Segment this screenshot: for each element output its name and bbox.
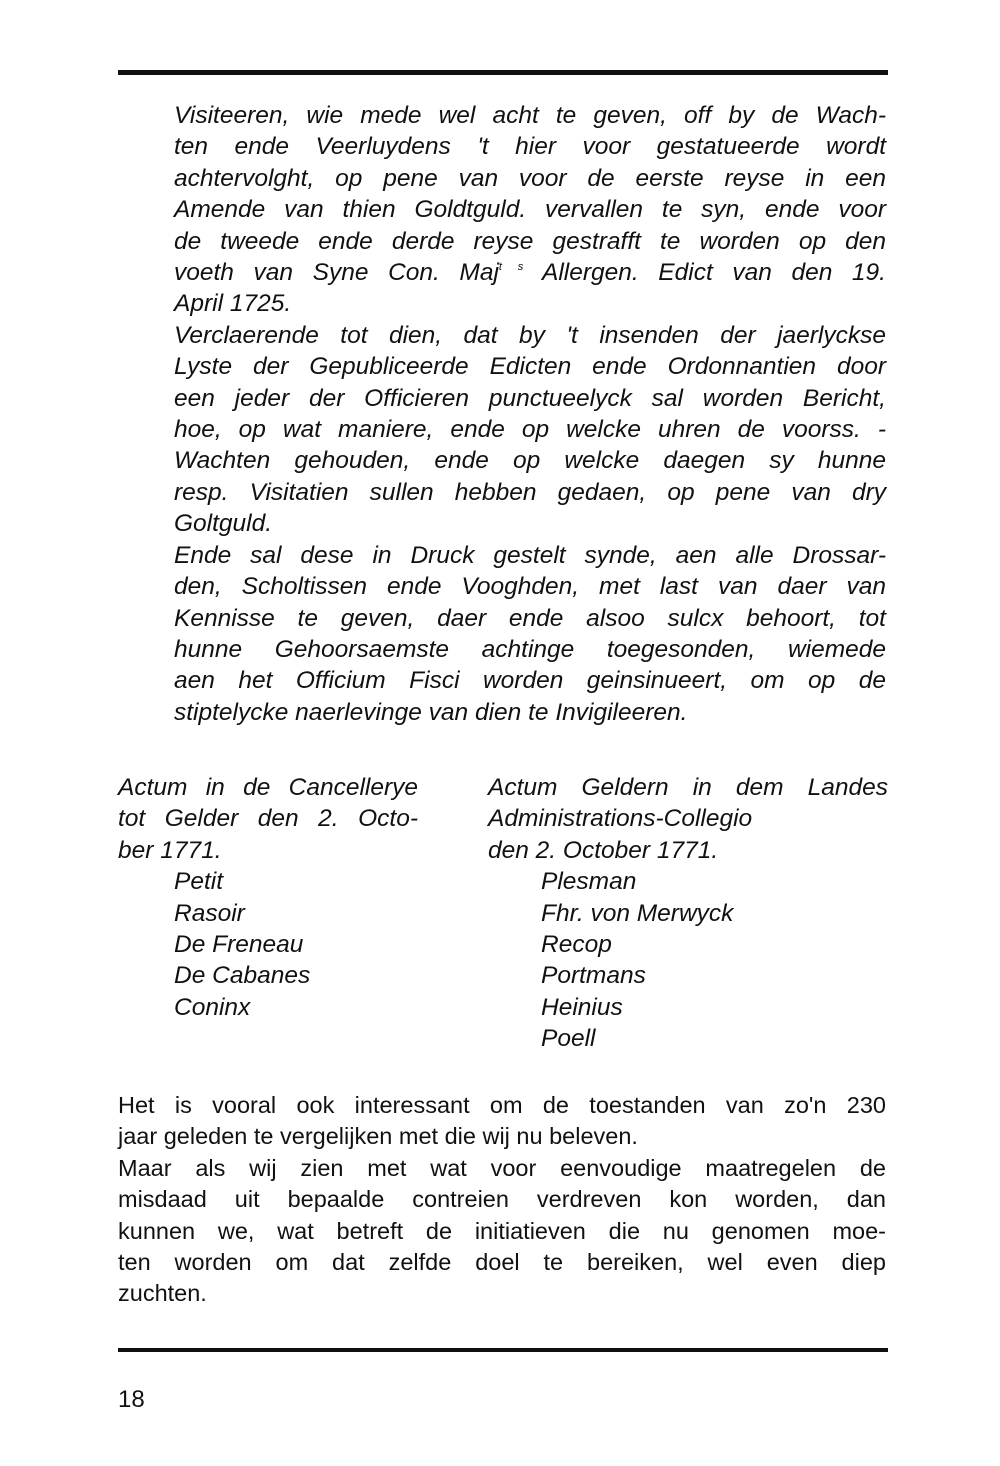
- signatory-name: Plesman: [541, 868, 637, 896]
- text-line: Wachten gehouden, ende op welcke daegen sy hunne: [174, 447, 886, 475]
- signatory-name: Coninx: [174, 993, 251, 1021]
- text-line: een jeder der Officieren punctueelyck sal worden Bericht,: [174, 384, 886, 412]
- bottom-rule: [118, 1348, 888, 1352]
- text-line: April 1725.: [174, 290, 292, 318]
- text-line: den, Scholtissen ende Vooghden, met last van daer van: [174, 573, 886, 601]
- text-line: stiptelycke naerlevinge van dien te Invigileeren.: [174, 698, 688, 726]
- text-line: Het is vooral ook interessant om de toestanden van zo'n 230: [118, 1092, 886, 1118]
- text-line: ten ende Veerluydens 't hier voor gestatueerde wordt: [174, 133, 886, 161]
- signature-heading-line: Actum Geldern in dem Landes: [488, 774, 888, 801]
- signatory-name: Poell: [541, 1025, 596, 1053]
- text-line: resp. Visitatien sullen hebben gedaen, op pene van dry: [174, 478, 886, 506]
- text-fragment: voeth van Syne Con. Maj: [174, 259, 499, 287]
- body-paragraph-1: [118, 1090, 886, 1153]
- text-line: hoe, op wat maniere, ende op welcke uhren de voorss. -: [174, 416, 886, 444]
- top-rule: [118, 70, 888, 75]
- signatory-name: Recop: [541, 931, 612, 959]
- signatory-name: Portmans: [541, 962, 646, 990]
- text-line: Lyste der Gepubliceerde Edicten ende Ordonnantien door: [174, 353, 886, 381]
- signature-block-right: [488, 772, 888, 1055]
- body-paragraph-2: [118, 1153, 886, 1310]
- signature-heading-line: Actum in de Cancellerye: [118, 774, 418, 801]
- text-line: [174, 257, 886, 288]
- text-line: achtervolght, op pene van voor de eerste reyse in een: [174, 164, 886, 192]
- signature-heading-line: Administrations-Collegio: [488, 805, 753, 833]
- signature-block-left: [118, 772, 418, 1023]
- text-line: aen het Officium Fisci worden geinsinueert, om op de: [174, 667, 886, 695]
- signatory-name: Heinius: [541, 993, 623, 1021]
- text-line: Verclaerende tot dien, dat by 't insenden der jaerlyckse: [174, 321, 886, 349]
- text-fragment: Allergen. Edict van den 19.: [523, 259, 886, 287]
- text-line: Kennisse te geven, daer ende alsoo sulcx behoort, tot: [174, 604, 886, 632]
- text-line: zuchten.: [118, 1280, 207, 1307]
- text-line: jaar geleden te vergelijken met die wij nu beleven.: [118, 1123, 638, 1150]
- text-line: Ende sal dese in Druck gestelt synde, aen alle Drossar-: [174, 541, 886, 569]
- signatory-name: Rasoir: [174, 899, 245, 927]
- text-line: ten worden om dat zelfde doel te bereiken, wel even diep: [118, 1249, 886, 1276]
- page-number: 18: [118, 1386, 145, 1413]
- signature-heading-line: den 2. October 1771.: [488, 836, 719, 864]
- quote-paragraph-2: [174, 320, 886, 540]
- text-line: hunne Gehoorsaemste achtinge toegesonden, wiemede: [174, 635, 886, 663]
- quote-paragraph-1: [174, 100, 886, 320]
- superscript-abbreviation: t s: [498, 261, 524, 274]
- commentary-text: [118, 1090, 886, 1310]
- text-line: Maar als wij zien met wat voor eenvoudige maatregelen de: [118, 1154, 886, 1181]
- text-line: Goltguld.: [174, 510, 273, 538]
- text-line: kunnen we, wat betreft de initiatieven die nu genomen moe-: [118, 1217, 886, 1244]
- signature-heading-line: tot Gelder den 2. Octo-: [118, 805, 418, 833]
- signatory-name: De Cabanes: [174, 962, 311, 990]
- signatory-name: Petit: [174, 868, 224, 896]
- signatory-name: Fhr. von Merwyck: [541, 899, 734, 927]
- quote-paragraph-3: [174, 540, 886, 728]
- signatory-name: De Freneau: [174, 931, 304, 959]
- text-line: Amende van thien Goldtguld. vervallen te syn, ende voor: [174, 196, 886, 224]
- signature-heading-line: ber 1771.: [118, 836, 222, 864]
- text-line: Visiteeren, wie mede wel acht te geven, off by de Wach-: [174, 102, 886, 129]
- quoted-edict-text: [174, 100, 886, 728]
- text-line: de tweede ende derde reyse gestrafft te worden op den: [174, 227, 886, 255]
- text-line: misdaad uit bepaalde contreien verdreven kon worden, dan: [118, 1186, 886, 1213]
